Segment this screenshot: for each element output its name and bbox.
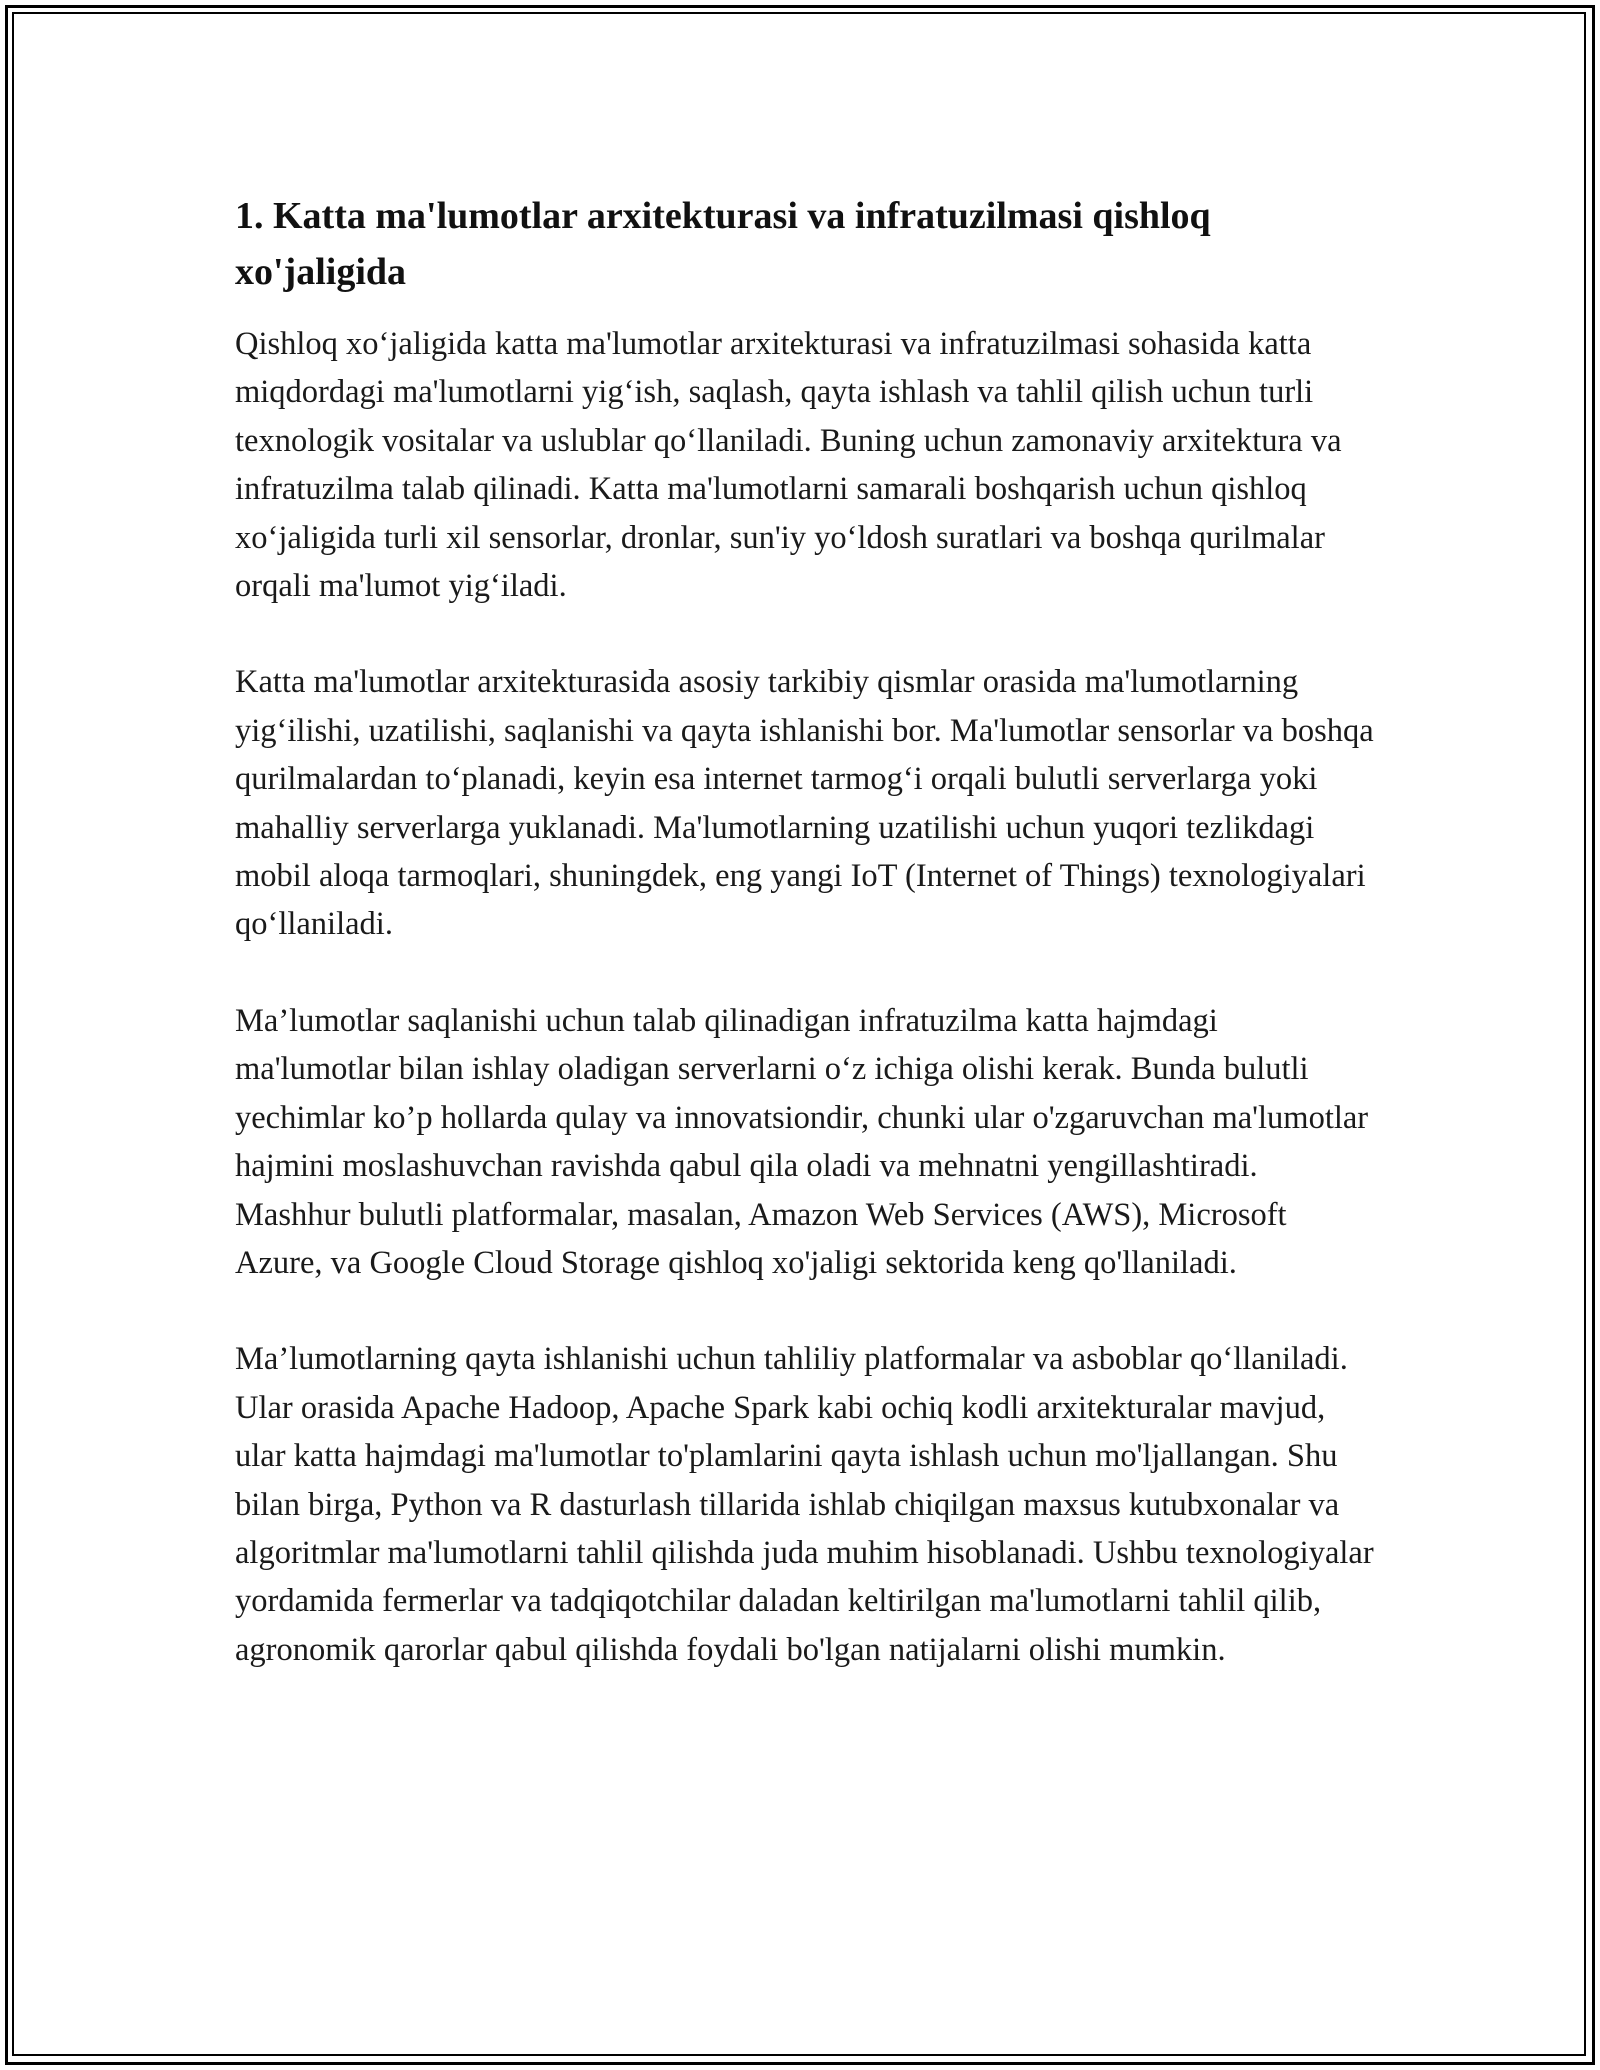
section-title: 1. Katta ma'lumotlar arxitekturasi va infratuzilmasi qishloq xo'jaligida: [235, 195, 1211, 293]
document-body: [235, 188, 1375, 1722]
paragraph-2: Katta ma'lumotlar arxitekturasida asosiy tarkibiy qismlar orasida ma'lumotlarning yig‘ilishi, uzatilishi, saqlanishi va qayta ishlanishi bor. Ma'lumotlar sensorlar va boshqa qurilmalardan to‘planadi, keyin esa internet tarmog‘i orqali bulutli serverlarga yoki mahalliy serverlarga yuklanadi. Ma'lumotlarning uzatilishi uchun yuqori tezlikdagi mobil aloqa tarmoqlari, shuningdek, eng yangi IoT (Internet of Things) texnologiyalari qo‘llaniladi.: [235, 664, 1374, 943]
paragraph-4: Ma’lumotlarning qayta ishlanishi uchun tahliliy platformalar va asboblar qo‘llaniladi. Ular orasida Apache Hadoop, Apache Spark kabi ochiq kodli arxitekturalar mavjud, ular katta hajmdagi ma'lumotlar to'plamlarini qayta ishlash uchun mo'ljallangan. Shu bilan birga, Python va R dasturlash tillarida ishlab chiqilgan maxsus kutubxonalar va algoritmlar ma'lumotlarni tahlil qilishda juda muhim hisoblanadi. Ushbu texnologiyalar yordamida fermerlar va tadqiqotchilar daladan keltirilgan ma'lumotlarni tahlil qilib, agronomik qarorlar qabul qilishda foydali bo'lgan natijalarni olishi mumkin.: [235, 1341, 1374, 1668]
paragraph-1: Qishloq xo‘jaligida katta ma'lumotlar arxitekturasi va infratuzilmasi sohasida katta miqdordagi ma'lumotlarni yig‘ish, saqlash, qayta ishlash va tahlil qilish uchun turli texnologik vositalar va uslublar qo‘llaniladi. Buning uchun zamonaviy arxitektura va infratuzilma talab qilinadi. Katta ma'lumotlarni samarali boshqarish uchun qishloq xo‘jaligida turli xil sensorlar, dronlar, sun'iy yo‘ldosh suratlari va boshqa qurilmalar orqali ma'lumot yig‘iladi.: [235, 326, 1342, 605]
paragraph-3: Ma’lumotlar saqlanishi uchun talab qilinadigan infratuzilma katta hajmdagi ma'lumotlar bilan ishlay oladigan serverlarni o‘z ichiga olishi kerak. Bunda bulutli yechimlar ko’p hollarda qulay va innovatsiondir, chunki ular o'zgaruvchan ma'lumotlar hajmini moslashuvchan ravishda qabul qila oladi va mehnatni yengillashtiradi. Mashhur bulutli platformalar, masalan, Amazon Web Services (AWS), Microsoft Azure, va Google Cloud Storage qishloq xo'jaligi sektorida keng qo'llaniladi.: [235, 1002, 1369, 1281]
